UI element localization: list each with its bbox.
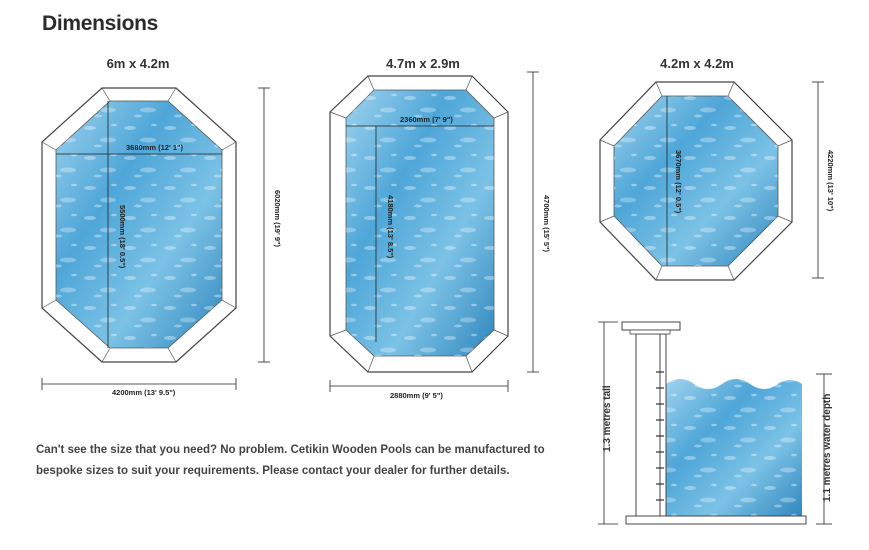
pool-1-inner-width: 3680mm (12' 1") [126, 143, 184, 152]
side-view-height-label: 1.3 metres tall [602, 385, 613, 452]
pool-side-view [598, 322, 833, 524]
pool-2-inner-length: 4180mm (13' 8.5") [386, 195, 395, 259]
side-view-wall [636, 334, 660, 518]
pool-3-drawing [600, 82, 835, 280]
pool-1-outer-length: 6020mm (19' 9") [273, 190, 282, 248]
pool-2-inner-width: 2360mm (7' 9") [400, 115, 453, 124]
side-view-coping [622, 322, 680, 330]
pool-label-6x4-2: 6m x 4.2m [106, 56, 170, 71]
page-title: Dimensions [42, 12, 159, 35]
pool-3-inner-length: 3670mm (12' 0.5") [674, 150, 683, 214]
pool-2-outer-length: 4700mm (15' 5") [542, 195, 551, 253]
pool-2-drawing [330, 72, 551, 400]
pool-1-inner-length: 5500mm (18' 0.5") [118, 205, 127, 269]
pool-label-4-7x2-9: 4.7m x 2.9m [386, 56, 460, 71]
bespoke-sizes-note: Can't see the size that you need? No problem. Cetikin Wooden Pools can be manufactured to bespoke sizes to suit your requirements. Please contact your dealer for further details. [36, 444, 545, 477]
pool-label-4-2x4-2: 4.2m x 4.2m [660, 56, 734, 71]
pool-3-outer-length: 4220mm (13' 10") [826, 150, 835, 212]
pool-2-outer-width: 2880mm (9' 5") [390, 391, 443, 400]
pool-1-outer-width: 4200mm (13' 9.5") [112, 388, 176, 397]
pool-1-drawing [42, 88, 282, 397]
side-view-depth-label: 1.1 metres water depth [822, 393, 833, 502]
